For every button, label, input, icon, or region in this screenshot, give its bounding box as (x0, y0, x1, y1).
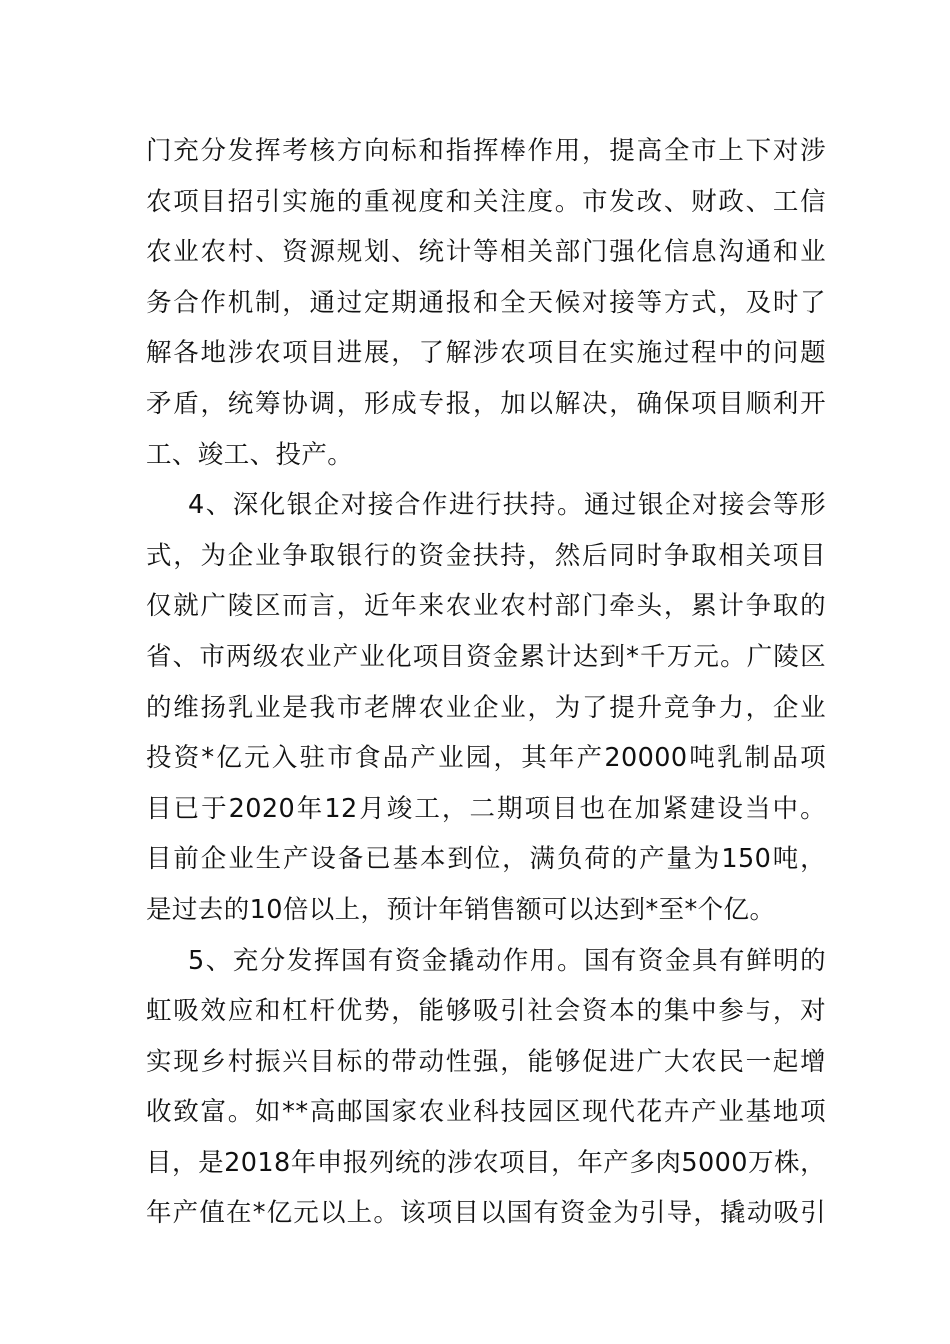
text-line: 省、市两级农业产业化项目资金累计达到*千万元。广陵区 (146, 641, 826, 672)
text-line: 收致富。如**高邮国家农业科技园区现代花卉产业基地项 (146, 1097, 826, 1128)
text-line: 投资*亿元入驻市食品产业园，其年产20000吨乳制品项 (146, 743, 826, 774)
text-line: 矛盾，统筹协调，形成专报，加以解决，确保项目顺利开 (146, 388, 826, 419)
text-line: 目前企业生产设备已基本到位，满负荷的产量为150吨， (146, 844, 826, 875)
text-line: 是过去的10倍以上，预计年销售额可以达到*至*个亿。 (146, 894, 776, 925)
text-line: 工、竣工、投产。 (146, 439, 354, 470)
paragraph-4-heading-line: 4、深化银企对接合作进行扶持。通过银企对接会等形 (188, 490, 826, 521)
paragraph-5-heading-line: 5、充分发挥国有资金撬动作用。国有资金具有鲜明的 (188, 945, 826, 976)
text-line: 的维扬乳业是我市老牌农业企业，为了提升竞争力，企业 (146, 692, 826, 723)
text-line: 农业农村、资源规划、统计等相关部门强化信息沟通和业 (146, 237, 826, 268)
text-line: 年产值在*亿元以上。该项目以国有资金为引导，撬动吸引 (146, 1198, 826, 1229)
text-line: 虹吸效应和杠杆优势，能够吸引社会资本的集中参与，对 (146, 996, 826, 1027)
text-line: 目已于2020年12月竣工，二期项目也在加紧建设当中。 (146, 793, 826, 824)
text-line: 实现乡村振兴目标的带动性强，能够促进广大农民一起增 (146, 1046, 826, 1077)
text-line: 式，为企业争取银行的资金扶持，然后同时争取相关项目 (146, 540, 826, 571)
text-line: 目，是2018年申报列统的涉农项目，年产多肉5000万株， (146, 1147, 826, 1178)
text-line: 解各地涉农项目进展，了解涉农项目在实施过程中的问题 (146, 338, 826, 369)
text-line: 务合作机制，通过定期通报和全天候对接等方式，及时了 (146, 287, 826, 318)
text-line: 农项目招引实施的重视度和关注度。市发改、财政、工信 (146, 186, 826, 217)
text-line: 仅就广陵区而言，近年来农业农村部门牵头，累计争取的 (146, 591, 826, 622)
body-text (146, 126, 826, 1239)
text-line: 门充分发挥考核方向标和指挥棒作用，提高全市上下对涉 (146, 136, 826, 166)
